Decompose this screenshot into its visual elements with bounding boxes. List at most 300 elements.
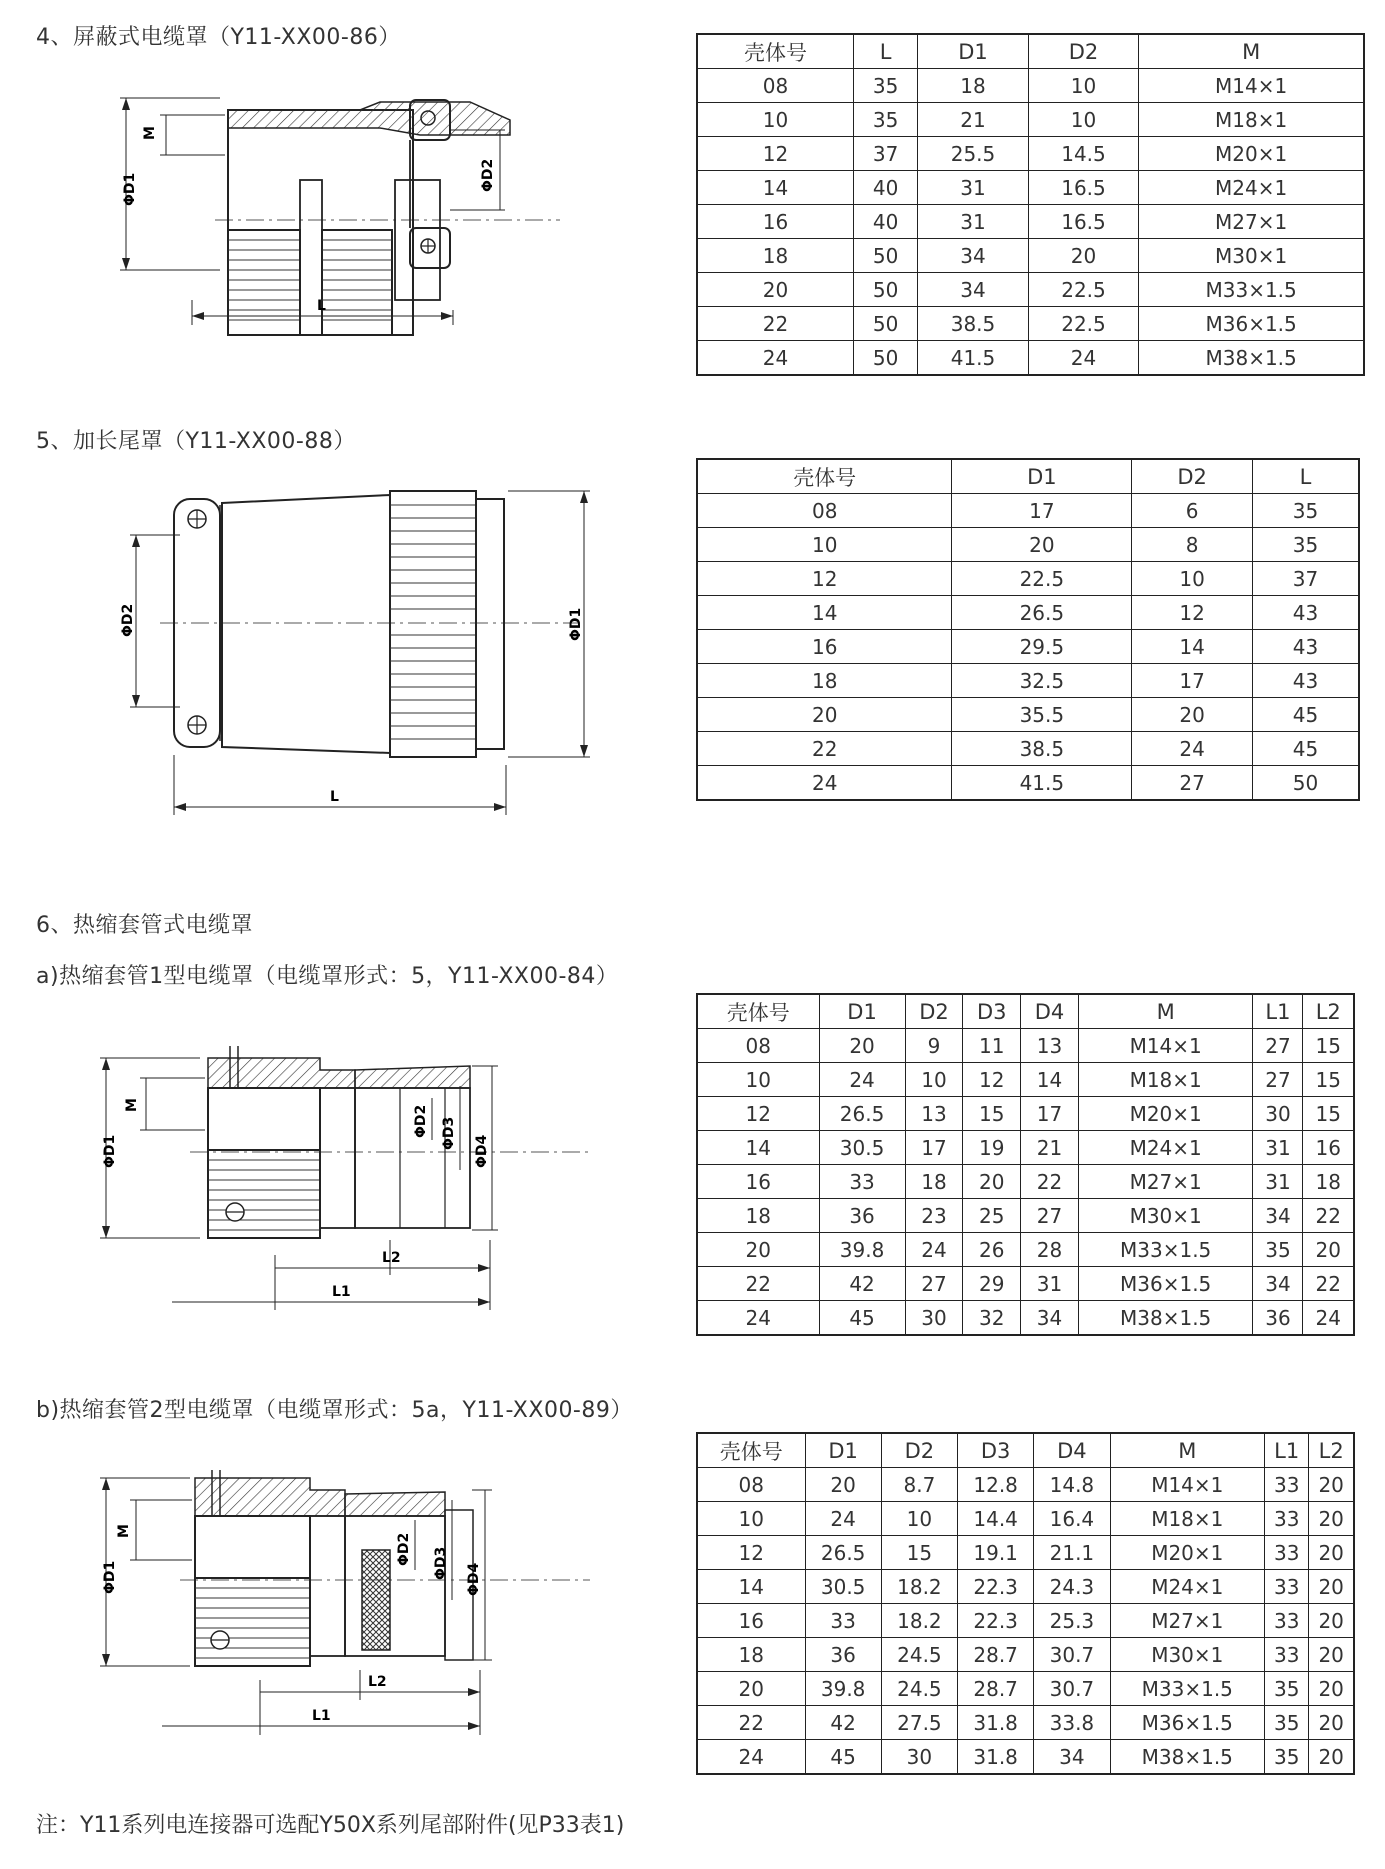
table-cell: 50 — [854, 273, 918, 307]
table-header-cell: D2 — [1132, 459, 1253, 494]
table-cell: 32.5 — [952, 664, 1132, 698]
table-cell: 24.5 — [881, 1638, 957, 1672]
section-6-title: 6、热缩套管式电缆罩 — [36, 913, 253, 938]
table-cell: 16.4 — [1034, 1502, 1110, 1536]
table-row — [697, 69, 1364, 103]
table-cell: 24 — [1132, 732, 1253, 766]
table-cell: 9 — [905, 1029, 963, 1063]
table-cell: 26.5 — [805, 1536, 881, 1570]
table-cell: M33×1.5 — [1139, 273, 1364, 307]
table-cell: 16 — [697, 1165, 819, 1199]
table-cell: 27 — [905, 1267, 963, 1301]
table-cell: 18.2 — [881, 1604, 957, 1638]
table-cell: 24.3 — [1034, 1570, 1110, 1604]
table-cell: M38×1.5 — [1110, 1740, 1265, 1775]
table-row — [697, 1029, 1354, 1063]
table-cell: 45 — [805, 1740, 881, 1775]
table-row — [697, 630, 1359, 664]
section-4-title: 4、屏蔽式电缆罩（Y11-XX00-86） — [36, 25, 401, 50]
table-cell: M24×1 — [1078, 1131, 1253, 1165]
spec-table-section-5 — [696, 458, 1360, 801]
table-cell: 45 — [1252, 732, 1359, 766]
table-cell: M30×1 — [1139, 239, 1364, 273]
table-cell: 33 — [1265, 1536, 1309, 1570]
table-cell: 36 — [1253, 1301, 1303, 1336]
dim-d2: ΦD2 — [413, 1104, 429, 1138]
table-cell: M27×1 — [1078, 1165, 1253, 1199]
table-cell: 32 — [963, 1301, 1021, 1336]
table-cell: 20 — [697, 1672, 805, 1706]
table-header-row — [697, 1433, 1354, 1468]
heat-shrink-type1-drawing — [100, 1040, 600, 1330]
table-cell: 31 — [918, 171, 1029, 205]
table-cell: 20 — [963, 1165, 1021, 1199]
table-cell: 33 — [1265, 1638, 1309, 1672]
spec-table-section-6b — [696, 1432, 1355, 1775]
table-row — [697, 1638, 1354, 1672]
table-cell: 18 — [1303, 1165, 1354, 1199]
table-cell: 15 — [1303, 1097, 1354, 1131]
table-cell: 20 — [697, 273, 854, 307]
table-header-cell: D1 — [952, 459, 1132, 494]
table-header-cell: M — [1110, 1433, 1265, 1468]
table-header-cell: L1 — [1253, 994, 1303, 1029]
table-cell: 17 — [905, 1131, 963, 1165]
table-cell: 36 — [805, 1638, 881, 1672]
table-row — [697, 528, 1359, 562]
table-cell: 27 — [1253, 1063, 1303, 1097]
table-header-cell: L — [854, 34, 918, 69]
table-cell: 38.5 — [952, 732, 1132, 766]
table-cell: 42 — [819, 1267, 905, 1301]
table-cell: 34 — [1253, 1199, 1303, 1233]
table-cell: 25.3 — [1034, 1604, 1110, 1638]
table-cell: M33×1.5 — [1078, 1233, 1253, 1267]
table-cell: 30.7 — [1034, 1672, 1110, 1706]
table-row — [697, 1536, 1354, 1570]
table-row — [697, 1233, 1354, 1267]
table-cell: 10 — [697, 1063, 819, 1097]
table-header-cell: D1 — [805, 1433, 881, 1468]
table-cell: 16.5 — [1028, 205, 1139, 239]
table-cell: 43 — [1252, 596, 1359, 630]
table-cell: 20 — [1303, 1233, 1354, 1267]
table-cell: 15 — [1303, 1063, 1354, 1097]
table-cell: 30 — [1253, 1097, 1303, 1131]
table-cell: 35.5 — [952, 698, 1132, 732]
table-cell: 22.5 — [1028, 273, 1139, 307]
table-header-row — [697, 459, 1359, 494]
table-row — [697, 1672, 1354, 1706]
table-cell: 14 — [697, 596, 952, 630]
table-header-cell: 壳体号 — [697, 459, 952, 494]
table-cell: 24 — [697, 1301, 819, 1336]
table-row — [697, 1502, 1354, 1536]
table-cell: 18.2 — [881, 1570, 957, 1604]
table-header-cell: D1 — [819, 994, 905, 1029]
table-row — [697, 273, 1364, 307]
table-cell: 24 — [905, 1233, 963, 1267]
table-cell: 35 — [1265, 1706, 1309, 1740]
dim-l: L — [330, 789, 339, 805]
table-cell: 12 — [697, 1097, 819, 1131]
table-header-cell: D2 — [905, 994, 963, 1029]
table-cell: 18 — [697, 1638, 805, 1672]
table-cell: M38×1.5 — [1139, 341, 1364, 376]
table-cell: 10 — [697, 103, 854, 137]
section-6a-title: a)热缩套管1型电缆罩（电缆罩形式：5，Y11-XX00-84） — [36, 964, 619, 989]
table-cell: 08 — [697, 1029, 819, 1063]
table-row — [697, 171, 1364, 205]
table-cell: 33 — [819, 1165, 905, 1199]
table-cell: 35 — [1265, 1672, 1309, 1706]
table-header-cell: 壳体号 — [697, 994, 819, 1029]
table-cell: 27 — [1253, 1029, 1303, 1063]
table-cell: 19 — [963, 1131, 1021, 1165]
table-cell: 22.3 — [958, 1604, 1034, 1638]
table-cell: 37 — [1252, 562, 1359, 596]
table-cell: 45 — [1252, 698, 1359, 732]
table-cell: 25 — [963, 1199, 1021, 1233]
dim-d1: ΦD1 — [102, 1560, 118, 1594]
table-header-cell: D4 — [1034, 1433, 1110, 1468]
dim-d1: ΦD1 — [102, 1134, 118, 1168]
table-cell: M36×1.5 — [1078, 1267, 1253, 1301]
table-cell: 39.8 — [805, 1672, 881, 1706]
table-row — [697, 766, 1359, 801]
table-cell: 22 — [1303, 1267, 1354, 1301]
table-cell: 34 — [918, 239, 1029, 273]
table-cell: 50 — [854, 239, 918, 273]
table-cell: 22.5 — [952, 562, 1132, 596]
table-cell: 20 — [1309, 1740, 1354, 1775]
table-cell: 14 — [697, 1570, 805, 1604]
table-row — [697, 732, 1359, 766]
table-cell: 25.5 — [918, 137, 1029, 171]
table-cell: 27.5 — [881, 1706, 957, 1740]
table-cell: 35 — [1252, 494, 1359, 528]
dim-m: M — [124, 1098, 140, 1112]
table-cell: 28 — [1021, 1233, 1079, 1267]
table-cell: 30.5 — [805, 1570, 881, 1604]
table-cell: 08 — [697, 1468, 805, 1502]
table-cell: 20 — [1309, 1536, 1354, 1570]
table-cell: 16 — [1303, 1131, 1354, 1165]
table-header-cell: L1 — [1265, 1433, 1309, 1468]
table-cell: 14.5 — [1028, 137, 1139, 171]
table-cell: 40 — [854, 205, 918, 239]
table-cell: M14×1 — [1110, 1468, 1265, 1502]
table-cell: 28.7 — [958, 1638, 1034, 1672]
table-cell: M36×1.5 — [1139, 307, 1364, 341]
table-cell: 20 — [1309, 1638, 1354, 1672]
table-cell: 27 — [1132, 766, 1253, 801]
table-header-cell: D1 — [918, 34, 1029, 69]
table-row — [697, 1740, 1354, 1775]
table-cell: 15 — [963, 1097, 1021, 1131]
table-header-cell: M — [1139, 34, 1364, 69]
table-cell: 27 — [1021, 1199, 1079, 1233]
table-cell: 08 — [697, 494, 952, 528]
table-cell: 33.8 — [1034, 1706, 1110, 1740]
table-cell: M33×1.5 — [1110, 1672, 1265, 1706]
table-cell: 16 — [697, 630, 952, 664]
table-cell: 15 — [1303, 1029, 1354, 1063]
table-cell: 10 — [881, 1502, 957, 1536]
table-row — [697, 341, 1364, 376]
table-cell: 30.5 — [819, 1131, 905, 1165]
table-cell: 15 — [881, 1536, 957, 1570]
table-row — [697, 239, 1364, 273]
table-cell: 34 — [1253, 1267, 1303, 1301]
table-row — [697, 664, 1359, 698]
table-cell: M20×1 — [1078, 1097, 1253, 1131]
table-row — [697, 1199, 1354, 1233]
table-cell: 24 — [805, 1502, 881, 1536]
table-row — [697, 1165, 1354, 1199]
table-cell: 20 — [1309, 1468, 1354, 1502]
dim-d2: ΦD2 — [120, 603, 136, 637]
table-cell: 42 — [805, 1706, 881, 1740]
table-cell: 10 — [1028, 69, 1139, 103]
table-cell: 16 — [697, 205, 854, 239]
table-cell: 12 — [697, 562, 952, 596]
table-cell: 29.5 — [952, 630, 1132, 664]
table-cell: 24 — [697, 341, 854, 376]
table-cell: M14×1 — [1139, 69, 1364, 103]
table-cell: 18 — [697, 1199, 819, 1233]
table-cell: 43 — [1252, 664, 1359, 698]
table-row — [697, 1468, 1354, 1502]
table-cell: 22 — [697, 307, 854, 341]
table-cell: 20 — [1309, 1672, 1354, 1706]
table-cell: M30×1 — [1110, 1638, 1265, 1672]
table-cell: 24 — [1028, 341, 1139, 376]
table-cell: 31 — [1021, 1267, 1079, 1301]
dim-d2: ΦD2 — [480, 158, 496, 192]
table-header-cell: D3 — [963, 994, 1021, 1029]
table-cell: 33 — [1265, 1468, 1309, 1502]
table-cell: M30×1 — [1078, 1199, 1253, 1233]
table-cell: 36 — [819, 1199, 905, 1233]
dim-m: M — [142, 126, 158, 140]
dim-d3: ΦD3 — [433, 1546, 449, 1580]
table-cell: 40 — [854, 171, 918, 205]
dim-d1: ΦD1 — [122, 172, 138, 206]
shielded-cable-cover-drawing — [120, 80, 600, 400]
table-cell: 14 — [1021, 1063, 1079, 1097]
table-header-cell: D2 — [1028, 34, 1139, 69]
dim-l: L — [317, 298, 326, 314]
table-row — [697, 562, 1359, 596]
table-cell: 30 — [881, 1740, 957, 1775]
table-cell: M24×1 — [1110, 1570, 1265, 1604]
table-cell: M20×1 — [1139, 137, 1364, 171]
table-cell: 10 — [1132, 562, 1253, 596]
table-cell: 14.8 — [1034, 1468, 1110, 1502]
table-cell: M27×1 — [1110, 1604, 1265, 1638]
table-cell: M18×1 — [1078, 1063, 1253, 1097]
table-row — [697, 137, 1364, 171]
table-row — [697, 1063, 1354, 1097]
table-cell: 08 — [697, 69, 854, 103]
table-cell: 24 — [819, 1063, 905, 1097]
table-cell: 24.5 — [881, 1672, 957, 1706]
table-cell: 34 — [1021, 1301, 1079, 1336]
table-cell: 22.5 — [1028, 307, 1139, 341]
table-cell: 29 — [963, 1267, 1021, 1301]
table-header-cell: M — [1078, 994, 1253, 1029]
dim-d1: ΦD1 — [568, 607, 584, 641]
table-cell: 31 — [1253, 1165, 1303, 1199]
table-cell: 16.5 — [1028, 171, 1139, 205]
table-cell: 33 — [1265, 1570, 1309, 1604]
table-cell: 20 — [1028, 239, 1139, 273]
table-cell: 12 — [697, 1536, 805, 1570]
dim-l1: L1 — [332, 1284, 351, 1300]
table-cell: 34 — [918, 273, 1029, 307]
table-cell: 12 — [697, 137, 854, 171]
table-row — [697, 1604, 1354, 1638]
dim-d2: ΦD2 — [396, 1532, 412, 1566]
table-cell: 30 — [905, 1301, 963, 1336]
table-cell: 35 — [1253, 1233, 1303, 1267]
table-row — [697, 205, 1364, 239]
table-cell: 20 — [805, 1468, 881, 1502]
table-cell: 50 — [854, 307, 918, 341]
table-cell: 8 — [1132, 528, 1253, 562]
table-cell: 20 — [1309, 1706, 1354, 1740]
table-row — [697, 1097, 1354, 1131]
table-cell: 20 — [1309, 1604, 1354, 1638]
table-cell: 22 — [697, 1706, 805, 1740]
dim-l2: L2 — [382, 1250, 401, 1266]
table-cell: M36×1.5 — [1110, 1706, 1265, 1740]
table-row — [697, 1301, 1354, 1336]
table-cell: 22 — [697, 1267, 819, 1301]
table-cell: 20 — [1132, 698, 1253, 732]
table-cell: 17 — [952, 494, 1132, 528]
table-row — [697, 1570, 1354, 1604]
table-row — [697, 1706, 1354, 1740]
table-cell: 10 — [1028, 103, 1139, 137]
table-cell: 21 — [918, 103, 1029, 137]
table-cell: 18 — [918, 69, 1029, 103]
heat-shrink-type2-drawing — [100, 1470, 600, 1760]
table-cell: 30.7 — [1034, 1638, 1110, 1672]
table-cell: 18 — [905, 1165, 963, 1199]
table-cell: 21.1 — [1034, 1536, 1110, 1570]
table-row — [697, 307, 1364, 341]
table-row — [697, 1267, 1354, 1301]
table-cell: 45 — [819, 1301, 905, 1336]
table-header-cell: L2 — [1309, 1433, 1354, 1468]
table-cell: 6 — [1132, 494, 1253, 528]
table-cell: 14 — [697, 171, 854, 205]
table-cell: 22 — [1021, 1165, 1079, 1199]
table-cell: 10 — [905, 1063, 963, 1097]
table-cell: 16 — [697, 1604, 805, 1638]
table-cell: 50 — [854, 341, 918, 376]
table-cell: M14×1 — [1078, 1029, 1253, 1063]
table-cell: 18 — [697, 239, 854, 273]
footnote: 注：Y11系列电连接器可选配Y50X系列尾部附件(见P33表1) — [36, 1813, 625, 1838]
table-cell: 13 — [1021, 1029, 1079, 1063]
table-cell: 20 — [819, 1029, 905, 1063]
table-cell: 28.7 — [958, 1672, 1034, 1706]
section-5-title: 5、加长尾罩（Y11-XX00-88） — [36, 429, 356, 454]
table-cell: 10 — [697, 528, 952, 562]
table-cell: 26 — [963, 1233, 1021, 1267]
table-header-cell: L2 — [1303, 994, 1354, 1029]
table-cell: 12 — [1132, 596, 1253, 630]
table-header-cell: D4 — [1021, 994, 1079, 1029]
table-cell: 31 — [918, 205, 1029, 239]
table-cell: 34 — [1034, 1740, 1110, 1775]
table-cell: 43 — [1252, 630, 1359, 664]
table-cell: 23 — [905, 1199, 963, 1233]
table-cell: 31.8 — [958, 1706, 1034, 1740]
table-cell: M27×1 — [1139, 205, 1364, 239]
table-cell: 35 — [854, 69, 918, 103]
table-header-cell: L — [1252, 459, 1359, 494]
extended-tail-cover-drawing — [120, 485, 610, 830]
table-cell: 50 — [1252, 766, 1359, 801]
table-cell: 35 — [1252, 528, 1359, 562]
table-cell: M18×1 — [1110, 1502, 1265, 1536]
table-cell: 24 — [697, 1740, 805, 1775]
dim-m: M — [116, 1524, 132, 1538]
table-header-cell: D3 — [958, 1433, 1034, 1468]
table-cell: 22 — [697, 732, 952, 766]
table-cell: 12 — [963, 1063, 1021, 1097]
table-row — [697, 698, 1359, 732]
spec-table-section-4 — [696, 33, 1365, 376]
table-cell: 33 — [1265, 1502, 1309, 1536]
table-cell: 20 — [697, 1233, 819, 1267]
table-header-row — [697, 34, 1364, 69]
table-cell: 22 — [1303, 1199, 1354, 1233]
table-cell: 14 — [1132, 630, 1253, 664]
table-cell: 41.5 — [952, 766, 1132, 801]
table-cell: M18×1 — [1139, 103, 1364, 137]
table-cell: 35 — [1265, 1740, 1309, 1775]
table-cell: 37 — [854, 137, 918, 171]
dim-l1: L1 — [312, 1708, 331, 1724]
table-cell: M38×1.5 — [1078, 1301, 1253, 1336]
table-row — [697, 596, 1359, 630]
spec-table-section-6a — [696, 993, 1355, 1336]
table-cell: 18 — [697, 664, 952, 698]
table-cell: 10 — [697, 1502, 805, 1536]
table-cell: 21 — [1021, 1131, 1079, 1165]
table-cell: 33 — [1265, 1604, 1309, 1638]
table-cell: 19.1 — [958, 1536, 1034, 1570]
table-cell: 33 — [805, 1604, 881, 1638]
table-cell: 20 — [1309, 1570, 1354, 1604]
table-cell: 31.8 — [958, 1740, 1034, 1775]
table-cell: 39.8 — [819, 1233, 905, 1267]
table-cell: 11 — [963, 1029, 1021, 1063]
table-cell: 17 — [1021, 1097, 1079, 1131]
table-cell: 20 — [697, 698, 952, 732]
table-cell: 20 — [952, 528, 1132, 562]
table-cell: M20×1 — [1110, 1536, 1265, 1570]
table-header-cell: 壳体号 — [697, 1433, 805, 1468]
table-header-row — [697, 994, 1354, 1029]
table-cell: 31 — [1253, 1131, 1303, 1165]
table-row — [697, 1131, 1354, 1165]
